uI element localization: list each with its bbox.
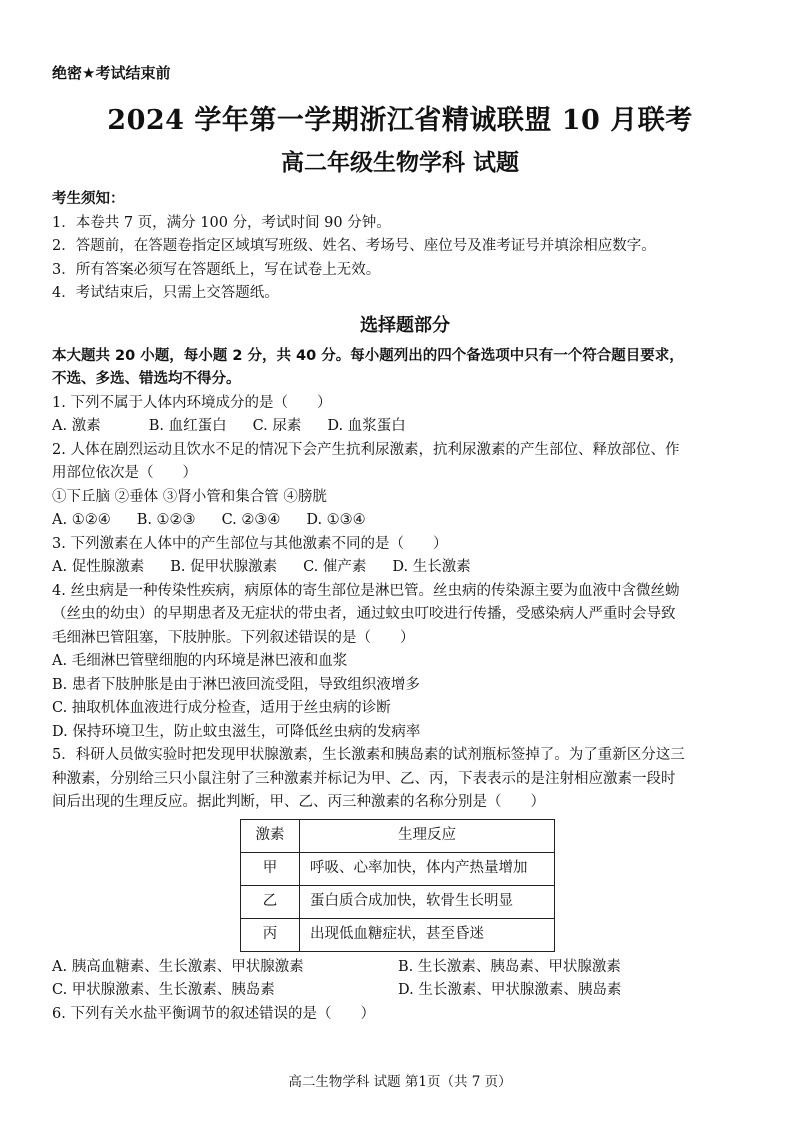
option-a: A. ①②④ xyxy=(52,512,111,528)
table-header-row xyxy=(241,819,555,852)
question-3-stem: 3. 下列激素在人体中的产生部位与其他激素不同的是（ ） xyxy=(52,535,448,552)
hormone-reaction-table xyxy=(240,819,555,952)
option-c: C. ②③④ xyxy=(221,512,281,528)
option-b: B. ①②③ xyxy=(136,512,196,528)
option-a: A. 促性腺激素 xyxy=(52,559,145,575)
table-cell: 蛋白质合成加快，软骨生长明显 xyxy=(300,885,555,918)
option-d: D. ①③④ xyxy=(306,512,366,528)
question-2-stem: 2. 人体在剧烈运动且饮水不足的情况下会产生抗利尿激素，抗利尿激素的产生部位、释放部位、作 xyxy=(52,441,680,458)
confidential-label: 绝密★考试结束前 xyxy=(52,64,171,82)
question-5-options-row xyxy=(52,979,758,1003)
notice-item: 4．考试结束后，只需上交答题纸。 xyxy=(52,285,279,301)
table-cell: 丙 xyxy=(241,918,300,951)
option-c: C. 抽取机体血液进行成分检查，适用于丝虫病的诊断 xyxy=(52,700,391,716)
question-6-stem: 6. 下列有关水盐平衡调节的叙述错误的是（ ） xyxy=(52,1005,375,1022)
question-1-stem: 1. 下列不属于人体内环境成分的是（ ） xyxy=(52,394,332,411)
table-row xyxy=(241,885,555,918)
table-header-cell: 生理反应 xyxy=(300,819,555,852)
option-a: A. 毛细淋巴管壁细胞的内环境是淋巴液和血浆 xyxy=(52,653,348,669)
option-a: A. 激素 xyxy=(52,418,101,434)
question-2-stem: 用部位依次是（ ） xyxy=(52,465,197,481)
option-d: D. 生长激素 xyxy=(392,559,471,575)
option-c: C. 催产素 xyxy=(303,559,367,575)
table-cell: 出现低血糖症状，甚至昏迷 xyxy=(300,918,555,951)
table-cell: 呼吸、心率加快，体内产热量增加 xyxy=(300,852,555,885)
question-3-options xyxy=(52,556,758,580)
exam-content xyxy=(52,188,758,1026)
question-5-stem: 种激素，分别给三只小鼠注射了三种激素并标记为甲、乙、丙，下表表示的是注射相应激素一段时 xyxy=(52,770,676,787)
notice-item: 1．本卷共 7 页，满分 100 分，考试时间 90 分钟。 xyxy=(52,214,391,231)
option-b: B. 患者下肢肿胀是由于淋巴液回流受阻，导致组织液增多 xyxy=(52,676,420,693)
section-title: 选择题部分 xyxy=(360,314,450,336)
exam-title: 2024 学年第一学期浙江省精诚联盟 10 月联考 xyxy=(107,105,693,136)
notice-item: 3．所有答案必须写在答题纸上，写在试卷上无效。 xyxy=(52,261,381,278)
exam-subtitle: 高二年级生物学科 试题 xyxy=(280,150,519,176)
option-b: B. 促甲状腺激素 xyxy=(170,559,278,575)
question-5-stem: 5．科研人员做实验时把发现甲状腺激素，生长激素和胰岛素的试剂瓶标签掉了。为了重新区分这三 xyxy=(52,747,685,763)
question-2-choices: ①下丘脑 ②垂体 ③肾小管和集合管 ④膀胱 xyxy=(52,488,327,505)
question-5-options-row xyxy=(52,956,758,980)
option-c: C. 甲状腺激素、生长激素、胰岛素 xyxy=(52,982,275,998)
notice-item: 2．答题前，在答题卷指定区域填写班级、姓名、考场号、座位号及准考证号并填涂相应数字。 xyxy=(52,238,656,254)
question-4-stem: 毛细淋巴管阻塞，下肢肿胀。下列叙述错误的是（ ） xyxy=(52,629,415,646)
question-2-options xyxy=(52,509,758,533)
option-c: C. 尿素 xyxy=(252,418,302,434)
option-d: D. 保持环境卫生，防止蚊虫滋生，可降低丝虫病的发病率 xyxy=(52,723,421,740)
table-header-cell: 激素 xyxy=(241,819,300,852)
question-4-stem: 4. 丝虫病是一种传染性疾病，病原体的寄生部位是淋巴管。丝虫病的传染源主要为血液中含微丝蚴 xyxy=(52,582,680,599)
page-footer: 高二生物学科 试题 第1页（共 7 页） xyxy=(288,1074,512,1090)
option-d: D. 血浆蛋白 xyxy=(327,418,406,434)
section-instruction: 本大题共 20 小题，每小题 2 分，共 40 分。每小题列出的四个备选项中只有一个符合题目要求， xyxy=(52,347,684,364)
question-4-stem: （丝虫的幼虫）的早期患者及无症状的带虫者，通过蚊虫叮咬进行传播，受感染病人严重时会导致 xyxy=(52,606,676,622)
question-1-options xyxy=(52,415,758,439)
table-row xyxy=(241,918,555,951)
option-a: A. 胰高血糖素、生长激素、甲状腺激素 xyxy=(52,958,304,975)
table-row xyxy=(241,852,555,885)
table-cell: 乙 xyxy=(241,885,300,918)
table-cell: 甲 xyxy=(241,852,300,885)
option-d: D. 生长激素、甲状腺激素、胰岛素 xyxy=(398,982,622,998)
notice-heading: 考生须知： xyxy=(52,191,125,207)
option-b: B. 生长激素、胰岛素、甲状腺激素 xyxy=(398,958,621,975)
option-b: B. 血红蛋白 xyxy=(148,418,227,434)
section-instruction: 不选、多选、错选均不得分。 xyxy=(52,371,241,387)
question-5-stem: 间后出现的生理反应。据此判断，甲、乙、丙三种激素的名称分别是（ ） xyxy=(52,794,545,810)
